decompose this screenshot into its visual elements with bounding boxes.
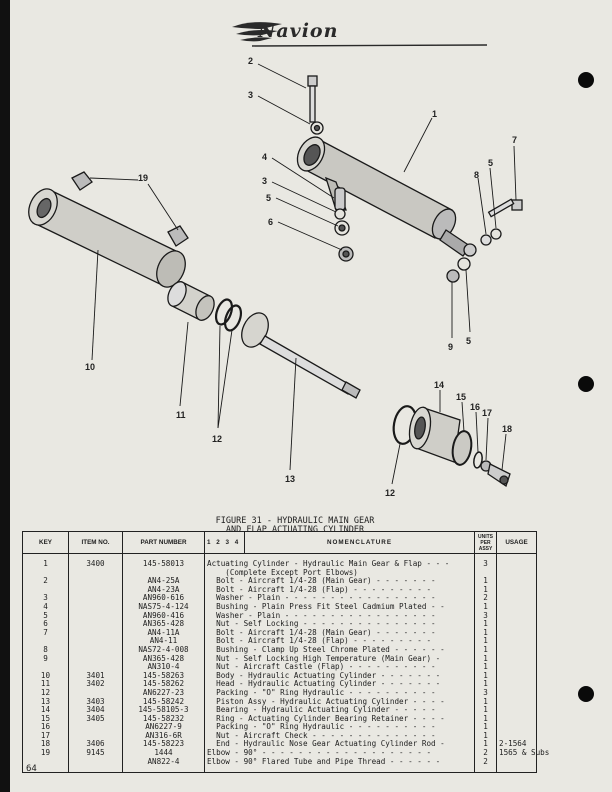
usage-cell (497, 594, 537, 603)
units-cell: 2 (475, 749, 497, 758)
part-number-cell: AN6227-23 (123, 689, 205, 698)
part-number-cell: AN365-428 (123, 655, 205, 664)
usage-cell (497, 637, 537, 646)
key-cell: 10 (23, 672, 69, 681)
item-no-cell (69, 723, 123, 732)
callout-8: 8 (474, 170, 480, 180)
usage-cell (497, 646, 537, 655)
callout-1: 1 (432, 109, 438, 119)
units-cell: 1 (475, 629, 497, 638)
cylinder-body-10 (23, 184, 191, 291)
callout-16: 16 (470, 402, 481, 412)
callout-9: 9 (448, 342, 454, 352)
nomenclature-cell: Bolt - Aircraft 1/4-28 (Flap) - - - - - - - - - (205, 637, 475, 646)
usage-cell (497, 603, 537, 612)
part-number-cell: AN4-11A (123, 629, 205, 638)
part-number-cell: AN822-4 (123, 758, 205, 773)
head-11 (164, 279, 217, 323)
item-no-cell: 3401 (69, 672, 123, 681)
callout-17: 17 (482, 408, 493, 418)
units-cell: 1 (475, 740, 497, 749)
part-number-cell: AN960-616 (123, 594, 205, 603)
usage-cell (497, 655, 537, 664)
nut-9 (447, 270, 459, 282)
key-cell: 6 (23, 620, 69, 629)
units-cell: 3 (475, 612, 497, 621)
callout-6: 6 (268, 217, 274, 227)
usage-cell (497, 680, 537, 689)
item-no-cell (69, 603, 123, 612)
usage-cell (497, 698, 537, 707)
item-no-cell: 3405 (69, 715, 123, 724)
col-units: UNITS PER ASSY (475, 532, 497, 554)
key-cell: 1 (23, 554, 69, 569)
key-cell: 16 (23, 723, 69, 732)
item-no-cell (69, 655, 123, 664)
usage-cell (497, 629, 537, 638)
key-cell: 14 (23, 706, 69, 715)
bolt-2 (308, 76, 317, 122)
part-number-cell: AN960-416 (123, 612, 205, 621)
item-no-cell (69, 612, 123, 621)
key-cell: 7 (23, 629, 69, 638)
washer-5c (458, 258, 470, 270)
col-nomenclature: NOMENCLATURE (245, 532, 475, 554)
nomenclature-cell: Bushing - Plain Press Fit Steel Cadmium Plated - - (205, 603, 475, 612)
callout-5c: 5 (466, 336, 472, 346)
item-no-cell: 9145 (69, 749, 123, 758)
part-number-cell: AN4-11 (123, 637, 205, 646)
item-no-cell (69, 569, 123, 578)
nomenclature-cell: Head - Hydraulic Actuating Cylinder - - - - - - - (205, 680, 475, 689)
callout-10: 10 (85, 362, 96, 372)
usage-cell (497, 663, 537, 672)
col-key: KEY (23, 532, 69, 554)
part-number-cell: NAS75-4-124 (123, 603, 205, 612)
part-number-cell: AN310-4 (123, 663, 205, 672)
nomenclature-cell: Washer - Plain - - - - - - - - - - - - - - - - - (205, 612, 475, 621)
item-no-cell (69, 646, 123, 655)
washer-3b (335, 209, 345, 219)
item-no-cell (69, 637, 123, 646)
units-cell: 1 (475, 680, 497, 689)
nomenclature-cell: Bearing - Hydraulic Actuating Cylinder - - - - - (205, 706, 475, 715)
nomenclature-cell: Ring - Actuating Cylinder Bearing Retainer - - - - (205, 715, 475, 724)
nomenclature-cell: Piston Assy - Hydraulic Actuating Cylinder - - - - (205, 698, 475, 707)
units-cell: 1 (475, 698, 497, 707)
usage-cell (497, 612, 537, 621)
nomenclature-cell: Bolt - Aircraft 1/4-28 (Main Gear) - - - - - - - (205, 629, 475, 638)
part-number-cell: 145-58263 (123, 672, 205, 681)
usage-cell (497, 577, 537, 586)
part-number-cell: AN6227-9 (123, 723, 205, 732)
units-cell: 1 (475, 620, 497, 629)
nomenclature-cell: Bushing - Clamp Up Steel Chrome Plated - - - - - - (205, 646, 475, 655)
usage-cell (497, 758, 537, 773)
logo-wordmark: Navion (258, 20, 339, 42)
usage-cell (497, 715, 537, 724)
callout-2: 2 (248, 56, 254, 66)
elbow-19b (168, 226, 188, 246)
callout-13: 13 (285, 474, 296, 484)
page-number: 64 (26, 764, 37, 774)
units-cell: 1 (475, 637, 497, 646)
part-number-cell: 1444 (123, 749, 205, 758)
nomenclature-cell: Nut - Self Locking - - - - - - - - - - - - - - - (205, 620, 475, 629)
item-no-cell: 3404 (69, 706, 123, 715)
bushing-4 (335, 188, 345, 210)
usage-cell (497, 689, 537, 698)
o-ring-12b (222, 303, 244, 332)
nomenclature-cell: Actuating Cylinder - Hydraulic Main Gear & Flap - - - (205, 554, 475, 569)
key-cell: 3 (23, 594, 69, 603)
callout-3b: 3 (262, 176, 268, 186)
part-number-cell: 145-58223 (123, 740, 205, 749)
nomenclature-cell: Washer - Plain - - - - - - - - - - - - - - - - - (205, 594, 475, 603)
parts-list-table (22, 531, 550, 773)
nomenclature-cell: Packing - "O" Ring Hydraulic - - - - - - - - - - (205, 689, 475, 698)
item-no-cell (69, 594, 123, 603)
part-number-cell: AN4-25A (123, 577, 205, 586)
col-usage: USAGE (497, 532, 537, 554)
item-no-cell (69, 758, 123, 773)
units-cell: 1 (475, 586, 497, 595)
usage-cell: 1565 & Subs (497, 749, 537, 758)
nomenclature-cell: Nut - Self Locking High Temperature (Main Gear) - (205, 655, 475, 664)
washer-5b (491, 229, 501, 239)
callout-3: 3 (248, 90, 254, 100)
key-cell: 19 (23, 749, 69, 758)
key-cell: 5 (23, 612, 69, 621)
key-cell: 2 (23, 577, 69, 586)
units-cell: 1 (475, 732, 497, 741)
units-cell: 1 (475, 603, 497, 612)
caption-line-1: FIGURE 31 - HYDRAULIC MAIN GEAR (215, 516, 375, 526)
nomenclature-cell: Packing - "O" Ring Hydraulic - - - - - - - - - - (205, 723, 475, 732)
item-no-cell (69, 586, 123, 595)
part-number-cell: 145-58013 (123, 554, 205, 569)
nomenclature-cell: Elbow - 90° - - - - - - - - - - - - - - - - - - - (205, 749, 475, 758)
nomenclature-cell: Body - Hydraulic Actuating Cylinder - - - - - - - (205, 672, 475, 681)
key-cell: 12 (23, 689, 69, 698)
item-no-cell: 3403 (69, 698, 123, 707)
key-cell: 13 (23, 698, 69, 707)
col-levels: 1 2 3 4 (205, 532, 245, 554)
item-no-cell: 3406 (69, 740, 123, 749)
key-cell: 8 (23, 646, 69, 655)
part-number-cell: AN316-6R (123, 732, 205, 741)
caption-line-2: AND FLAP ACTUATING CYLINDER (225, 525, 365, 535)
units-cell: 1 (475, 655, 497, 664)
bushing-8 (481, 235, 491, 245)
units-cell: 1 (475, 723, 497, 732)
units-cell: 1 (475, 663, 497, 672)
nomenclature-cell: Elbow - 90° Flared Tube and Pipe Thread - - - - - - (205, 758, 475, 773)
nomenclature-cell: Bolt - Aircraft 1/4-28 (Flap) - - - - - - - - - (205, 586, 475, 595)
nomenclature-cell: End - Hydraulic Nose Gear Actuating Cylinder Rod - (205, 740, 475, 749)
elbow-19a (72, 172, 92, 190)
part-number-cell: 145-58105-3 (123, 706, 205, 715)
table-row (23, 758, 537, 773)
usage-cell (497, 706, 537, 715)
key-cell: 18 (23, 740, 69, 749)
units-cell: 1 (475, 577, 497, 586)
nomenclature-cell: Nut - Aircraft Check - - - - - - - - - - - - - - (205, 732, 475, 741)
key-cell: 11 (23, 680, 69, 689)
col-part-number: PART NUMBER (123, 532, 205, 554)
callout-11: 11 (176, 410, 186, 420)
table-row (23, 554, 537, 569)
item-no-cell (69, 620, 123, 629)
part-number-cell: AN4-23A (123, 586, 205, 595)
col-item-no: ITEM NO. (69, 532, 123, 554)
units-cell: 3 (475, 689, 497, 698)
usage-cell (497, 723, 537, 732)
part-number-cell: 145-58242 (123, 698, 205, 707)
usage-cell (497, 554, 537, 569)
piston-13 (237, 309, 360, 398)
units-cell: 2 (475, 758, 497, 773)
item-no-cell: 3402 (69, 680, 123, 689)
callout-4: 4 (262, 152, 268, 162)
callout-12b: 12 (385, 488, 396, 498)
usage-cell (497, 586, 537, 595)
callout-12: 12 (212, 434, 223, 444)
part-number-cell: 145-58232 (123, 715, 205, 724)
cylinder-assembly (292, 132, 476, 256)
item-no-cell: 3400 (69, 554, 123, 569)
units-cell: 1 (475, 646, 497, 655)
usage-cell (497, 569, 537, 578)
units-cell: 2 (475, 594, 497, 603)
item-no-cell (69, 577, 123, 586)
binder-hole (578, 686, 594, 702)
callout-5b: 5 (488, 158, 494, 168)
units-cell: 1 (475, 706, 497, 715)
callout-5: 5 (266, 193, 272, 203)
part-number-cell: 145-58262 (123, 680, 205, 689)
nomenclature-cell: Nut - Aircraft Castle (Flap) - - - - - - - - - - (205, 663, 475, 672)
key-cell: 17 (23, 732, 69, 741)
key-cell: 9 (23, 655, 69, 664)
callout-14: 14 (434, 380, 445, 390)
callout-7: 7 (512, 135, 518, 145)
part-number-cell: AN365-428 (123, 620, 205, 629)
units-cell: 1 (475, 672, 497, 681)
usage-cell (497, 620, 537, 629)
part-number-cell: NAS72-4-008 (123, 646, 205, 655)
item-no-cell (69, 629, 123, 638)
key-cell: 4 (23, 603, 69, 612)
callout-15: 15 (456, 392, 467, 402)
callout-19: 19 (138, 173, 149, 183)
units-cell: 1 (475, 715, 497, 724)
nomenclature-cell: Bolt - Aircraft 1/4-28 (Main Gear) - - - - - - - (205, 577, 475, 586)
table-header-row (23, 532, 537, 554)
callout-18: 18 (502, 424, 513, 434)
usage-cell (497, 672, 537, 681)
nomenclature-cell: (Complete Except Port Elbows) (205, 569, 475, 578)
usage-cell: 2-1564 (497, 740, 537, 749)
key-cell: 15 (23, 715, 69, 724)
units-cell: 3 (475, 554, 497, 569)
